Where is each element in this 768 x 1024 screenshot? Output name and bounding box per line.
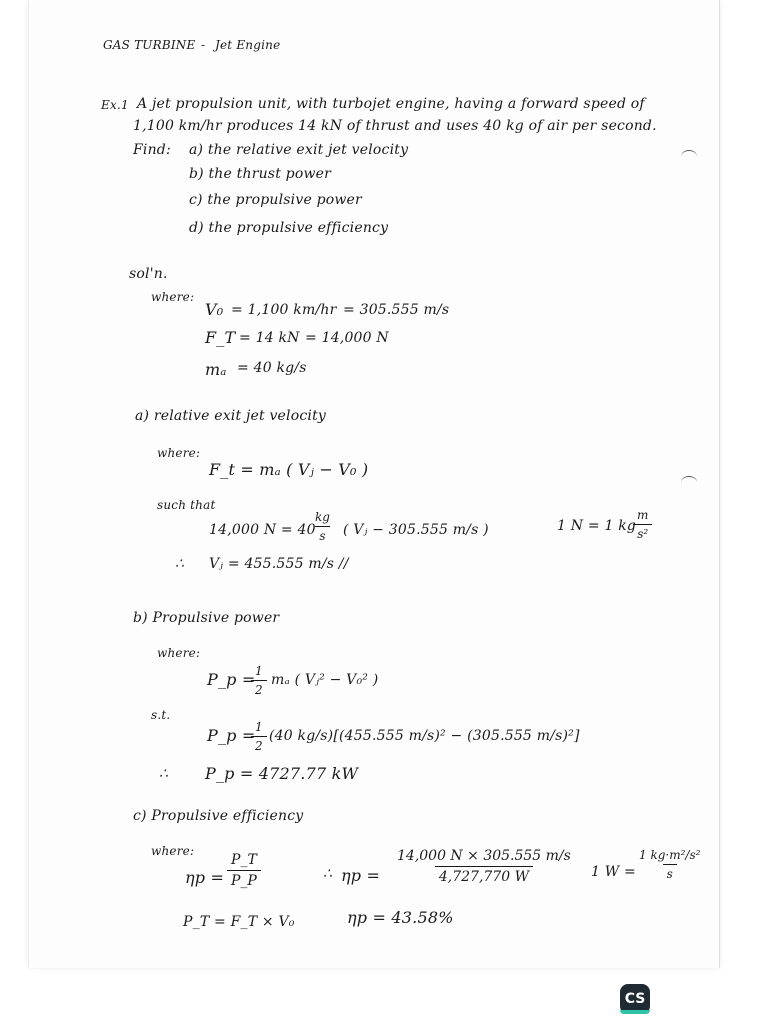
part-c-title: c) Propulsive efficiency (133, 808, 304, 824)
m-numerator: m (637, 508, 649, 522)
find-item-d: d) the propulsive efficiency (189, 220, 389, 236)
eta-denominator: P_P (227, 870, 261, 889)
calc-denominator: 4,727,770 W (435, 866, 533, 885)
part-b-formula-rest: mₐ ( Vⱼ² − V₀² ) (271, 672, 379, 688)
given-ft-value: = 14 kN (239, 330, 300, 346)
part-b-therefore: ∴ (159, 766, 169, 782)
problem-label: Ex.1 (101, 98, 129, 112)
sub-half-denominator: 2 (251, 736, 267, 753)
newton-unit-fraction (633, 508, 652, 541)
half-numerator: 1 (255, 664, 263, 678)
part-a-formula: F_t = mₐ ( Vⱼ − V₀ ) (209, 460, 369, 479)
given-ma-value: = 40 kg/s (237, 360, 307, 376)
problem-line-1: A jet propulsion unit, with turbojet engine, having a forward speed of (137, 96, 645, 112)
given-ft-converted: = 14,000 N (305, 330, 389, 346)
part-b-sub-half (251, 720, 267, 753)
calc-numerator: 14,000 N × 305.555 m/s (397, 848, 571, 864)
part-b-where: where: (157, 646, 201, 660)
part-b-st: s.t. (151, 708, 171, 722)
part-a-result: Vⱼ = 455.555 m/s // (209, 556, 349, 572)
margin-mark (681, 476, 697, 489)
find-item-a: a) the relative exit jet velocity (189, 142, 409, 158)
part-b-result: P_p = 4727.77 kW (205, 764, 359, 783)
calc-fraction (393, 848, 575, 885)
part-c-therefore: ∴ (323, 866, 333, 882)
part-b-sub-lhs: P_p = (207, 726, 256, 745)
watt-note-fraction (635, 848, 704, 881)
header-dash: - (201, 38, 206, 52)
part-b-sub-rest: (40 kg/s)[(455.555 m/s)² − (305.555 m/s)²] (269, 728, 580, 744)
given-v0-value: = 1,100 km/hr (231, 302, 337, 318)
eta-fraction (227, 852, 261, 889)
part-c-where: where: (151, 844, 195, 858)
part-a-sub-rest: ( Vⱼ − 305.555 m/s ) (343, 522, 489, 538)
part-a-therefore: ∴ (175, 556, 185, 572)
part-a-title: a) relative exit jet velocity (135, 408, 326, 424)
newton-unit-note: 1 N = 1 kg (557, 518, 637, 534)
part-b-half (251, 664, 267, 697)
kg-numerator: kg (315, 510, 330, 524)
notebook-page (28, 0, 720, 968)
calc-lhs: ηp = (341, 866, 381, 885)
half-denominator: 2 (251, 680, 267, 697)
find-item-c: c) the propulsive power (189, 192, 362, 208)
thrust-power-formula: P_T = F_T × V₀ (183, 914, 295, 930)
given-ft-symbol: F_T (205, 328, 236, 347)
problem-line-2: 1,100 km/hr produces 14 kN of thrust and uses 40 kg of air per second. (133, 118, 657, 134)
part-a-where: where: (157, 446, 201, 460)
camscanner-logo: CS (620, 984, 650, 1014)
margin-mark (681, 150, 697, 163)
s-denominator: s (315, 526, 329, 543)
s2-denominator: s² (633, 524, 652, 541)
header-topic: Jet Engine (215, 38, 281, 52)
part-b-formula-lhs: P_p = (207, 670, 256, 689)
header-subject: GAS TURBINE (103, 38, 196, 52)
part-c-result: ηp = 43.58% (347, 908, 454, 927)
eta-lhs: ηp = (185, 868, 225, 887)
part-a-kg-per-s (311, 510, 334, 543)
given-v0-converted: = 305.555 m/s (343, 302, 450, 318)
givens-where: where: (151, 290, 195, 304)
part-a-substitution: 14,000 N = 40 (209, 522, 316, 538)
watt-note-lhs: 1 W = (591, 864, 636, 880)
solution-label: sol'n. (129, 266, 168, 282)
part-a-such-that: such that (157, 498, 216, 512)
part-b-title: b) Propulsive power (133, 610, 280, 626)
find-label: Find: (133, 142, 171, 158)
given-v0-symbol: V₀ (205, 300, 224, 319)
find-item-b: b) the thrust power (189, 166, 332, 182)
watt-denominator: s (663, 864, 677, 881)
watt-numerator: 1 kg·m²/s² (639, 848, 701, 862)
sub-half-numerator: 1 (255, 720, 263, 734)
given-ma-symbol: mₐ (205, 360, 227, 379)
eta-numerator: P_T (231, 852, 257, 868)
